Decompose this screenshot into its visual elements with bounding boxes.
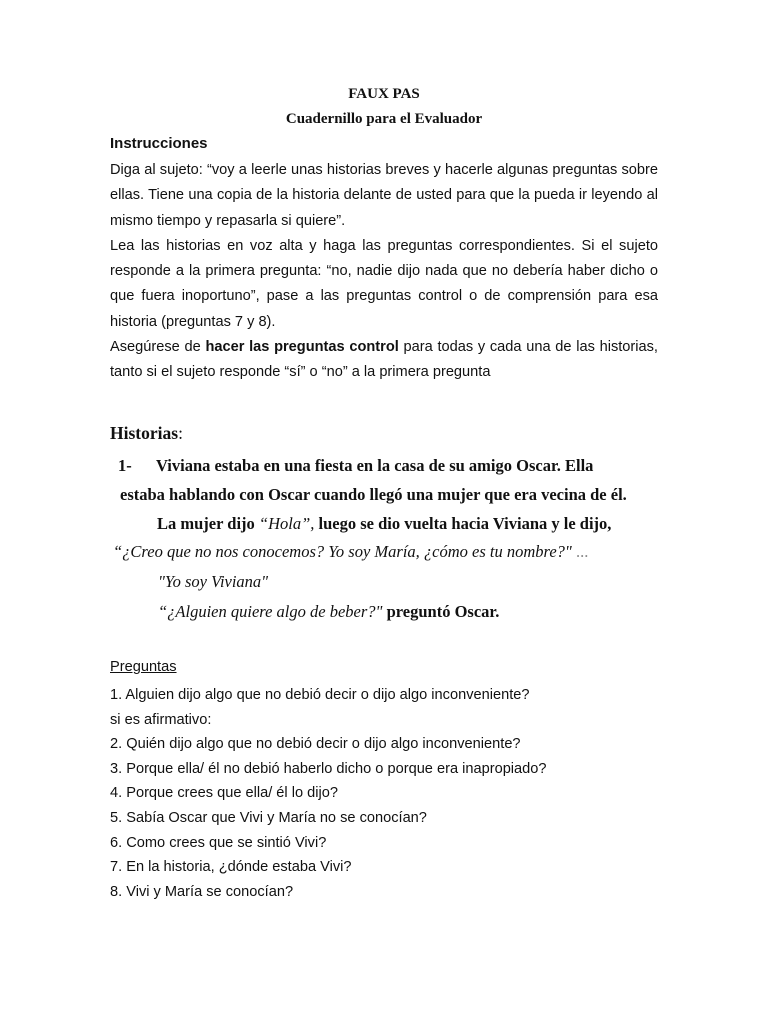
instructions-paragraph-2: Lea las historias en voz alta y haga las preguntas correspondientes. Si el sujeto responde a la primera pregunta: “no, nadie dijo nada que no debería haber dicho o que fuera inoportuno”, pase a las preguntas control o de comprensión para esa historia (preguntas 7 y 8). xyxy=(110,237,658,330)
stories-heading-text: Historias xyxy=(110,423,179,443)
story-number: 1- xyxy=(118,456,132,475)
story-1-line-1-text: Viviana estaba en una fiesta en la casa de su amigo Oscar. Ella xyxy=(156,456,594,475)
story-1-line-6-end: preguntó Oscar. xyxy=(382,602,500,621)
story-1-line-6 xyxy=(158,602,499,622)
story-1-line-4 xyxy=(113,542,588,562)
story-1-ellipsis: ... xyxy=(571,542,589,561)
stories-heading-colon: : xyxy=(178,423,183,443)
story-1-line-6-quote: “¿Alguien quiere algo de beber?" xyxy=(158,602,383,621)
question-item: si es afirmativo: xyxy=(110,711,212,728)
story-1-line-5: "Yo soy Viviana" xyxy=(158,572,269,591)
story-1-line-2: estaba hablando con Oscar cuando llegó una mujer que era vecina de él. xyxy=(120,485,627,504)
instructions-p3-emphasis: hacer las preguntas control xyxy=(205,339,399,356)
story-1-line-4-quote: “¿Creo que no nos conocemos? Yo soy María, ¿cómo es tu nombre?" xyxy=(113,542,572,561)
instructions-paragraph-1: Diga al sujeto: “voy a leerle unas historias breves y hacerle algunas preguntas sobre ellas. Tiene una copia de la historia delante de usted para que la pueda ir leyendo al mismo tiempo y repasarla si quiere”. xyxy=(110,162,658,229)
document-subtitle: Cuadernillo para el Evaluador xyxy=(285,111,483,127)
story-1-line-3 xyxy=(157,514,611,534)
story-1-line-3-quote: “Hola”, xyxy=(258,514,315,533)
document-title: FAUX PAS xyxy=(348,86,420,102)
question-item: 7. En la historia, ¿dónde estaba Vivi? xyxy=(110,859,352,876)
question-item: 8. Vivi y María se conocían? xyxy=(110,883,294,900)
questions-list xyxy=(110,683,547,904)
instructions-heading: Instrucciones xyxy=(110,135,208,152)
question-item: 1. Alguien dijo algo que no debió decir o dijo algo inconveniente? xyxy=(110,687,530,703)
story-1-line-3-end: luego se dio vuelta hacia Viviana y le dijo, xyxy=(314,514,612,533)
question-item: 5. Sabía Oscar que Vivi y María no se conocían? xyxy=(110,809,427,826)
story-1-line-1 xyxy=(118,456,593,476)
question-item: 6. Como crees que se sintió Vivi? xyxy=(110,834,327,851)
instructions-p3-start: Asegúrese de xyxy=(110,339,206,356)
instructions-p3-end: para todas y cada una de las historias, tanto si el sujeto responde “sí” o “no” a la primera pregunta xyxy=(110,339,658,381)
question-item: 2. Quién dijo algo que no debió decir o dijo algo inconveniente? xyxy=(110,736,521,753)
question-item: 4. Porque crees que ella/ él lo dijo? xyxy=(110,785,338,802)
stories-heading xyxy=(110,423,183,444)
instructions-body xyxy=(110,158,658,386)
instructions-paragraph-3 xyxy=(110,335,658,386)
story-1-line-3-start: La mujer dijo xyxy=(157,514,259,533)
questions-heading: Preguntas xyxy=(110,659,177,675)
question-item: 3. Porque ella/ él no debió haberlo dicho o porque era inapropiado? xyxy=(110,760,547,777)
